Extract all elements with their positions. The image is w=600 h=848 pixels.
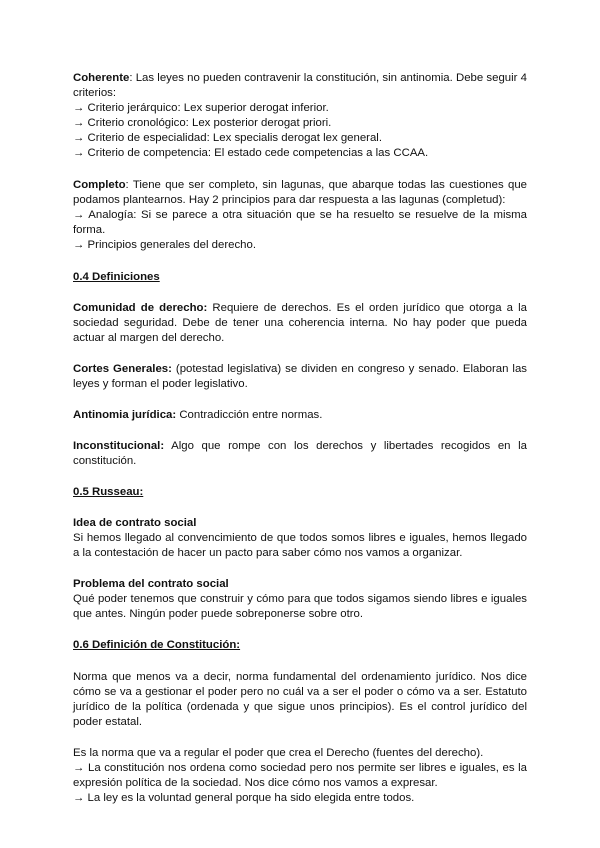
constitucion-arrow1: → La constitución nos ordena como sociedad pero nos permite ser libres e iguales, es la expresión política de la sociedad. Nos dice cómo nos vamos a expresar.	[73, 762, 527, 789]
contrato-social-title: Idea de contrato social	[73, 517, 197, 529]
def-text: (potestad legislativa) se dividen en congreso y senado. Elaboran las leyes y forman el poder legislativo.	[73, 363, 527, 390]
constitucion-para1: Norma que menos va a decir, norma fundamental del ordenamiento jurídico. Nos dice cómo se va a gestionar el poder pero no cuál va a ser el poder o cómo va a ser. Estatuto jurídico de la política (ordenada y que sigue unos principios). Es el control jurídico del poder estatal.	[73, 671, 527, 728]
problema-contrato-text: Qué poder tenemos que construir y cómo para que todos sigamos siendo libres e iguales que antes. Ningún poder puede sobreponerse sobre otro.	[73, 593, 527, 620]
completo-text: : Tiene que ser completo, sin lagunas, que abarque todas las cuestiones que podamos plantearnos. Hay 2 principios para dar respuesta a las lagunas (completud):	[73, 179, 527, 206]
section-05-heading: 0.5 Russeau:	[73, 486, 144, 498]
coherente-paragraph	[73, 71, 527, 101]
def-text: Requiere de derechos. Es el orden jurídico que otorga a la sociedad seguridad. Debe de tener una coherencia interna. No hay poder que pueda actuar al margen del derecho.	[73, 302, 527, 344]
criterio-cronologico: → Criterio cronológico: Lex posterior derogat priori.	[73, 117, 332, 129]
coherente-term: Coherente	[73, 72, 130, 84]
def-text: Contradicción entre normas.	[176, 409, 323, 421]
criterio-jerarquico: → Criterio jerárquico: Lex superior derogat inferior.	[73, 102, 329, 114]
criterio-especialidad: → Criterio de especialidad: Lex specialis derogat lex general.	[73, 132, 382, 144]
constitucion-arrow2: → La ley es la voluntad general porque ha sido elegida entre todos.	[73, 792, 415, 804]
contrato-social-text: Si hemos llegado al convencimiento de que todos somos libres e iguales, hemos llegado a la contestación de hacer un pacto para saber cómo nos vamos a organizar.	[73, 532, 527, 559]
coherente-text: : Las leyes no pueden contravenir la constitución, sin antinomia. Debe seguir 4 criterios:	[73, 72, 527, 99]
def-text: Algo que rompe con los derechos y libertades recogidos en la constitución.	[73, 440, 527, 467]
problema-contrato-title: Problema del contrato social	[73, 578, 229, 590]
completo-principios: → Principios generales del derecho.	[73, 239, 256, 251]
completo-analogia: → Analogía: Si se parece a otra situación que se ha resuelto se resuelve de la misma forma.	[73, 209, 527, 236]
section-06-heading: 0.6 Definición de Constitución:	[73, 639, 241, 651]
def-term: Cortes Generales:	[73, 363, 172, 375]
def-cortes-generales	[73, 362, 527, 392]
section-04-heading: 0.4 Definiciones	[73, 271, 160, 283]
def-inconstitucional	[73, 439, 527, 469]
def-antinomia-juridica	[73, 408, 527, 423]
criterio-competencia: → Criterio de competencia: El estado cede competencias a las CCAA.	[73, 147, 429, 159]
document-body	[73, 71, 527, 806]
def-term: Inconstitucional:	[73, 440, 165, 452]
completo-term: Completo	[73, 179, 126, 191]
def-comunidad-derecho	[73, 301, 527, 346]
def-term: Antinomia jurídica:	[73, 409, 177, 421]
def-term: Comunidad de derecho:	[73, 302, 208, 314]
constitucion-para2: Es la norma que va a regular el poder que crea el Derecho (fuentes del derecho).	[73, 747, 484, 759]
completo-paragraph	[73, 178, 527, 208]
